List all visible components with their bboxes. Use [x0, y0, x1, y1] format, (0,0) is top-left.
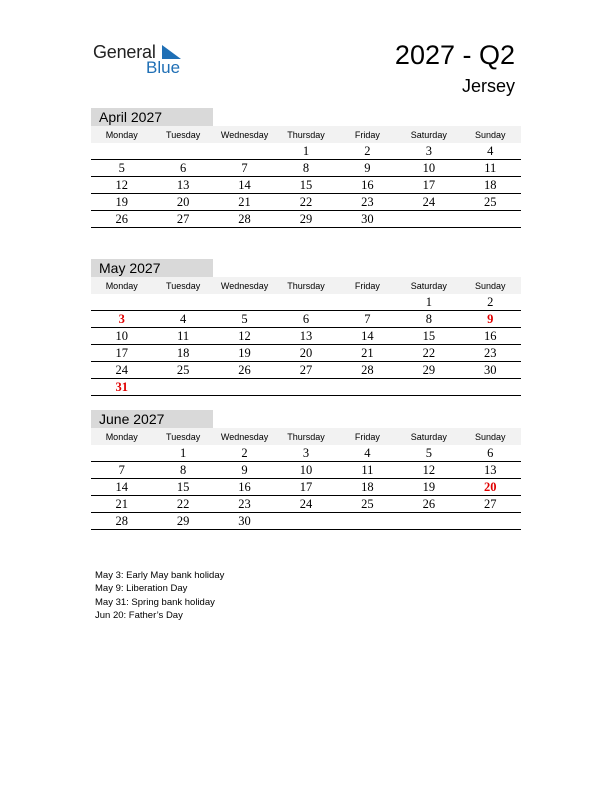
day-cell: 16 [460, 328, 521, 345]
holiday-notes [95, 569, 224, 623]
day-cell: 30 [337, 211, 398, 228]
weekday-header: Saturday [398, 126, 459, 143]
weekday-header: Sunday [460, 428, 521, 445]
day-cell: 9 [460, 311, 521, 328]
empty-cell [398, 379, 459, 396]
empty-cell [337, 294, 398, 311]
day-cell: 21 [91, 496, 152, 513]
logo-text-blue: Blue [146, 58, 181, 77]
calendar-table [91, 428, 521, 530]
day-cell: 12 [91, 177, 152, 194]
region-label: Jersey [461, 76, 515, 96]
day-cell: 11 [337, 462, 398, 479]
week-row [91, 177, 521, 194]
day-cell: 4 [152, 311, 213, 328]
day-cell: 20 [275, 345, 336, 362]
week-row [91, 462, 521, 479]
empty-cell [91, 294, 152, 311]
day-cell: 5 [214, 311, 275, 328]
weekday-header: Friday [337, 126, 398, 143]
day-cell: 4 [460, 143, 521, 160]
day-cell: 7 [214, 160, 275, 177]
empty-cell [275, 513, 336, 530]
day-cell: 28 [214, 211, 275, 228]
day-cell: 30 [460, 362, 521, 379]
empty-cell [214, 294, 275, 311]
empty-cell [214, 143, 275, 160]
day-cell: 27 [275, 362, 336, 379]
weekday-header: Sunday [460, 126, 521, 143]
weekday-header: Saturday [398, 428, 459, 445]
day-cell: 23 [460, 345, 521, 362]
week-row [91, 362, 521, 379]
empty-cell [398, 513, 459, 530]
weekday-header: Wednesday [214, 277, 275, 294]
empty-cell [152, 143, 213, 160]
day-cell: 2 [337, 143, 398, 160]
day-cell: 12 [398, 462, 459, 479]
day-cell: 26 [398, 496, 459, 513]
weekday-header: Thursday [275, 126, 336, 143]
empty-cell [91, 445, 152, 462]
day-cell: 31 [91, 379, 152, 396]
empty-cell [214, 379, 275, 396]
weekday-header: Monday [91, 126, 152, 143]
day-cell: 8 [398, 311, 459, 328]
weekday-header: Wednesday [214, 428, 275, 445]
day-cell: 30 [214, 513, 275, 530]
holiday-note: Jun 20: Father’s Day [95, 610, 183, 622]
week-row [91, 496, 521, 513]
day-cell: 24 [91, 362, 152, 379]
month-april [91, 108, 521, 228]
day-cell: 1 [398, 294, 459, 311]
day-cell: 29 [152, 513, 213, 530]
day-cell: 10 [91, 328, 152, 345]
empty-cell [275, 294, 336, 311]
weekday-header: Tuesday [152, 428, 213, 445]
day-cell: 17 [398, 177, 459, 194]
empty-cell [460, 379, 521, 396]
empty-cell [275, 379, 336, 396]
day-cell: 23 [337, 194, 398, 211]
day-cell: 26 [91, 211, 152, 228]
empty-cell [460, 513, 521, 530]
day-cell: 20 [460, 479, 521, 496]
month-june [91, 410, 521, 530]
day-cell: 24 [398, 194, 459, 211]
week-row [91, 513, 521, 530]
day-cell: 17 [91, 345, 152, 362]
day-cell: 27 [460, 496, 521, 513]
day-cell: 8 [152, 462, 213, 479]
week-row [91, 479, 521, 496]
day-cell: 25 [460, 194, 521, 211]
weekday-header: Saturday [398, 277, 459, 294]
day-cell: 13 [275, 328, 336, 345]
day-cell: 26 [214, 362, 275, 379]
day-cell: 7 [337, 311, 398, 328]
day-cell: 12 [214, 328, 275, 345]
logo-triangle-icon [162, 45, 181, 59]
day-cell: 5 [91, 160, 152, 177]
day-cell: 13 [152, 177, 213, 194]
day-cell: 1 [275, 143, 336, 160]
day-cell: 21 [337, 345, 398, 362]
month-may [91, 259, 521, 396]
day-cell: 19 [214, 345, 275, 362]
weekday-header: Sunday [460, 277, 521, 294]
day-cell: 18 [460, 177, 521, 194]
empty-cell [337, 513, 398, 530]
holiday-note: May 31: Spring bank holiday [95, 596, 215, 608]
day-cell: 22 [398, 345, 459, 362]
day-cell: 16 [337, 177, 398, 194]
weekday-header: Monday [91, 428, 152, 445]
day-cell: 28 [337, 362, 398, 379]
day-cell: 3 [91, 311, 152, 328]
weekday-header: Thursday [275, 277, 336, 294]
empty-cell [152, 379, 213, 396]
day-cell: 29 [275, 211, 336, 228]
day-cell: 28 [91, 513, 152, 530]
day-cell: 16 [214, 479, 275, 496]
day-cell: 6 [152, 160, 213, 177]
calendar-table [91, 277, 521, 396]
holiday-note: May 9: Liberation Day [95, 583, 188, 595]
empty-cell [152, 294, 213, 311]
day-cell: 18 [337, 479, 398, 496]
day-cell: 24 [275, 496, 336, 513]
weekday-header: Friday [337, 277, 398, 294]
month-label: June 2027 [91, 410, 213, 428]
weekday-header: Tuesday [152, 126, 213, 143]
day-cell: 11 [460, 160, 521, 177]
page-title: 2027 - Q2 [394, 40, 515, 70]
day-cell: 9 [214, 462, 275, 479]
week-row [91, 445, 521, 462]
weekday-header: Monday [91, 277, 152, 294]
day-cell: 2 [214, 445, 275, 462]
weekday-header: Tuesday [152, 277, 213, 294]
week-row [91, 143, 521, 160]
day-cell: 14 [337, 328, 398, 345]
day-cell: 13 [460, 462, 521, 479]
day-cell: 6 [460, 445, 521, 462]
week-row [91, 160, 521, 177]
week-row [91, 328, 521, 345]
logo-text-general: General [93, 42, 156, 62]
holiday-note: May 3: Early May bank holiday [95, 570, 225, 581]
weekday-header: Friday [337, 428, 398, 445]
day-cell: 25 [152, 362, 213, 379]
day-cell: 18 [152, 345, 213, 362]
weekday-header: Wednesday [214, 126, 275, 143]
day-cell: 14 [214, 177, 275, 194]
empty-cell [337, 379, 398, 396]
empty-cell [91, 143, 152, 160]
day-cell: 23 [214, 496, 275, 513]
weekday-header: Thursday [275, 428, 336, 445]
day-cell: 7 [91, 462, 152, 479]
week-row [91, 345, 521, 362]
day-cell: 9 [337, 160, 398, 177]
day-cell: 2 [460, 294, 521, 311]
day-cell: 22 [152, 496, 213, 513]
day-cell: 8 [275, 160, 336, 177]
day-cell: 10 [398, 160, 459, 177]
day-cell: 6 [275, 311, 336, 328]
week-row [91, 211, 521, 228]
day-cell: 14 [91, 479, 152, 496]
day-cell: 19 [398, 479, 459, 496]
week-row [91, 294, 521, 311]
day-cell: 19 [91, 194, 152, 211]
day-cell: 11 [152, 328, 213, 345]
day-cell: 27 [152, 211, 213, 228]
calendar-table [91, 126, 521, 228]
day-cell: 4 [337, 445, 398, 462]
day-cell: 3 [398, 143, 459, 160]
day-cell: 20 [152, 194, 213, 211]
day-cell: 10 [275, 462, 336, 479]
day-cell: 15 [152, 479, 213, 496]
week-row [91, 311, 521, 328]
day-cell: 21 [214, 194, 275, 211]
day-cell: 5 [398, 445, 459, 462]
empty-cell [398, 211, 459, 228]
empty-cell [460, 211, 521, 228]
day-cell: 3 [275, 445, 336, 462]
month-label: May 2027 [91, 259, 213, 277]
day-cell: 25 [337, 496, 398, 513]
day-cell: 22 [275, 194, 336, 211]
week-row [91, 194, 521, 211]
day-cell: 29 [398, 362, 459, 379]
day-cell: 1 [152, 445, 213, 462]
day-cell: 15 [275, 177, 336, 194]
week-row [91, 379, 521, 396]
day-cell: 17 [275, 479, 336, 496]
day-cell: 15 [398, 328, 459, 345]
logo [93, 41, 193, 77]
month-label: April 2027 [91, 108, 213, 126]
